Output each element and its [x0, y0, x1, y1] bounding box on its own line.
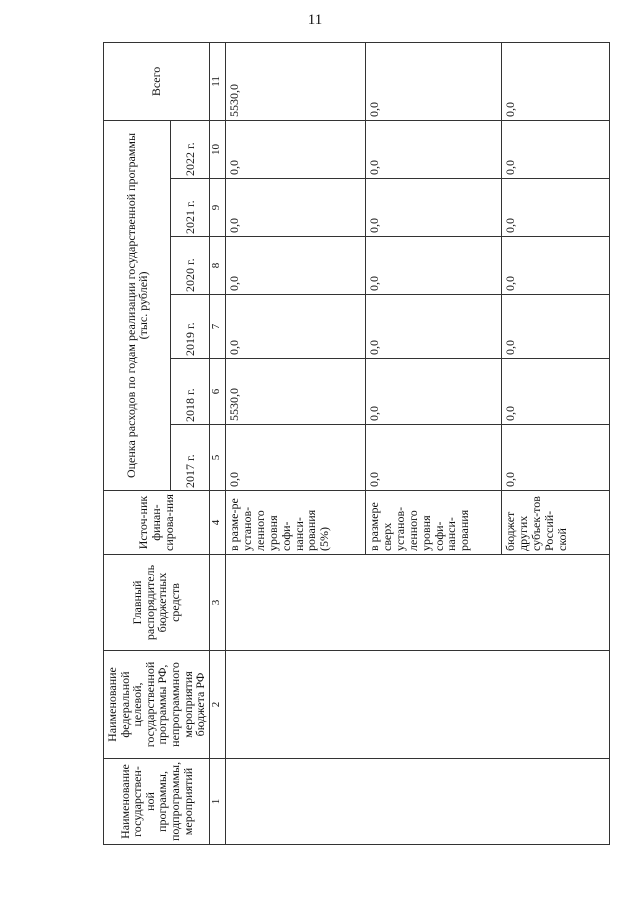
column-number: 3: [209, 555, 225, 651]
column-number: 10: [209, 120, 225, 178]
value-cell: 0,0: [501, 359, 609, 425]
column-number: 4: [209, 491, 225, 555]
value-cell: 0,0: [225, 120, 365, 178]
value-cell: 0,0: [501, 120, 609, 178]
header-year: 2022 г.: [171, 120, 209, 178]
header-year: 2020 г.: [171, 237, 209, 295]
value-cell: 0,0: [365, 237, 501, 295]
rotated-table-container: [103, 43, 610, 845]
funding-source-cell: в разме-ре установ-ленного уровня софи-нанси-рования (5%): [225, 491, 365, 555]
value-cell: 0,0: [365, 179, 501, 237]
program-name-cell: [225, 759, 609, 845]
value-cell: 0,0: [501, 425, 609, 491]
funding-source-cell: в размере сверх установ-ленного уровня софи-нанси-рования: [365, 491, 501, 555]
value-cell: 0,0: [365, 359, 501, 425]
value-cell: 0,0: [225, 179, 365, 237]
header-total: Всего: [104, 42, 210, 120]
header-program: Наименование государствен-ной программы, подпрограммы, мероприятий: [104, 759, 210, 845]
value-cell: 0,0: [225, 295, 365, 359]
header-year: 2017 г.: [171, 425, 209, 491]
header-expense-estimate: Оценка расходов по годам реализации государственной программы (тыс. рублей): [104, 120, 171, 490]
value-cell: 0,0: [225, 425, 365, 491]
value-cell: 0,0: [501, 42, 609, 120]
value-cell: 0,0: [501, 295, 609, 359]
page-number: 11: [307, 12, 323, 28]
value-cell: 0,0: [501, 179, 609, 237]
funding-source-cell: бюджет других субъек-тов Россий-ской: [501, 491, 609, 555]
value-cell: 0,0: [365, 425, 501, 491]
column-number-row: [209, 42, 225, 844]
table-row: [225, 42, 365, 844]
value-cell: 0,0: [365, 42, 501, 120]
value-cell: 5530,0: [225, 359, 365, 425]
federal-program-cell: [225, 651, 609, 759]
value-cell: 0,0: [501, 237, 609, 295]
header-budget-manager: Главный распорядитель бюджетных средств: [104, 555, 210, 651]
header-year: 2018 г.: [171, 359, 209, 425]
header-funding-source: Источ-ник финан-сирова-ния: [104, 491, 210, 555]
value-cell: 5530,0: [225, 42, 365, 120]
column-number: 8: [209, 237, 225, 295]
value-cell: 0,0: [365, 120, 501, 178]
value-cell: 0,0: [225, 237, 365, 295]
column-number: 9: [209, 179, 225, 237]
header-federal-program: Наименование федеральной целевой, государственной программы РФ, непрограммного мероприятия бюджета РФ: [104, 651, 210, 759]
column-number: 5: [209, 425, 225, 491]
header-year: 2019 г.: [171, 295, 209, 359]
column-number: 2: [209, 651, 225, 759]
column-number: 1: [209, 759, 225, 845]
value-cell: 0,0: [365, 295, 501, 359]
column-number: 11: [209, 42, 225, 120]
column-number: 7: [209, 295, 225, 359]
column-number: 6: [209, 359, 225, 425]
budget-table: [103, 42, 610, 845]
budget-manager-cell: [225, 555, 609, 651]
header-year: 2021 г.: [171, 179, 209, 237]
